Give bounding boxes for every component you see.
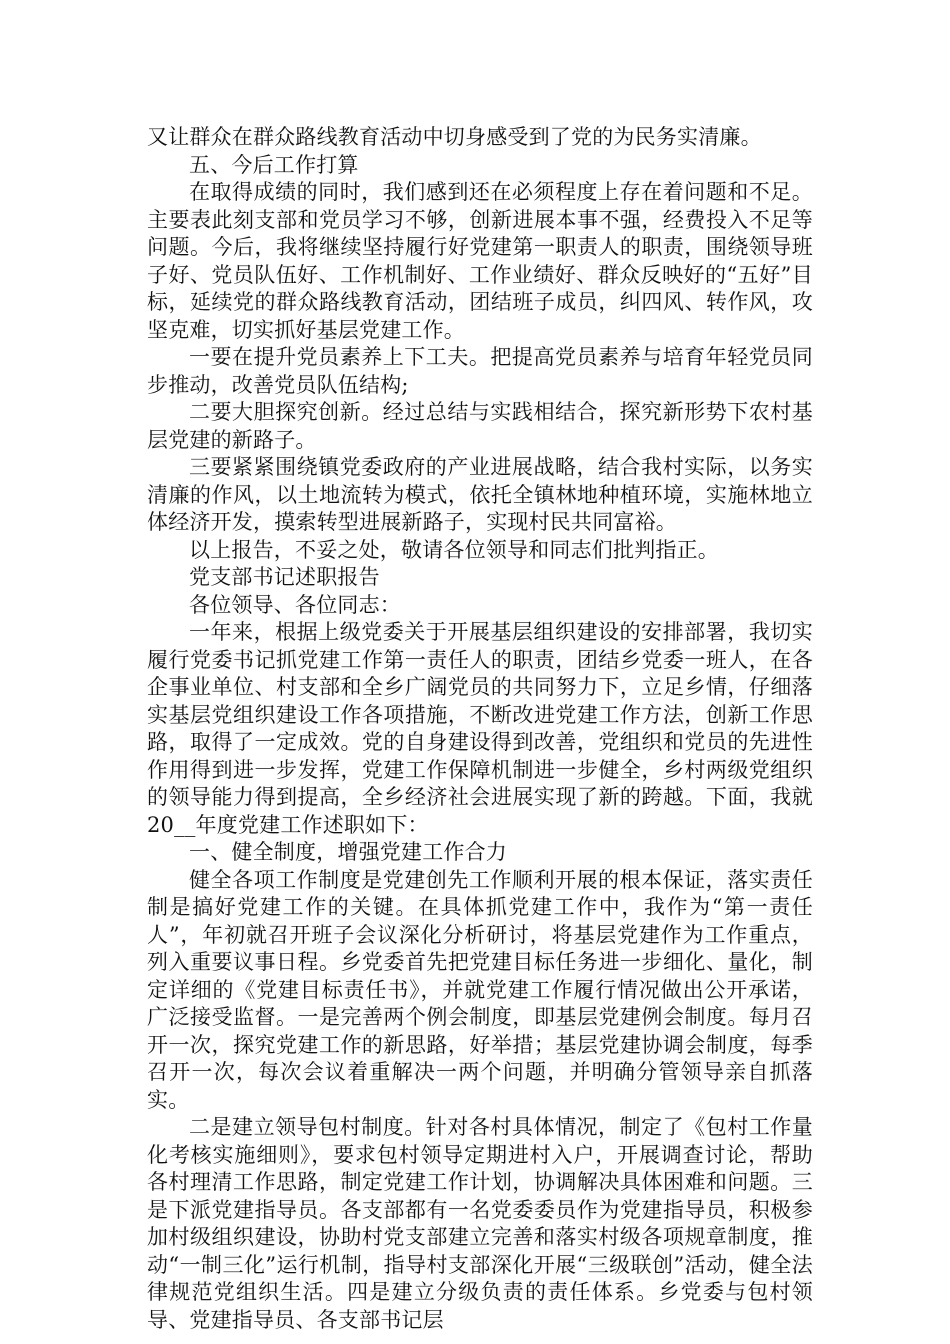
- paragraph-plan-two: 二要大胆探究创新。经过总结与实践相结合，探究新形势下农村基层党建的新路子。: [147, 400, 813, 452]
- salutation: 各位领导、各位同志：: [189, 592, 401, 617]
- paragraph-plan-three: 三要紧紧围绕镇党委政府的产业进展战略，结合我村实际，以务实清廉的作风，以土地流转为模式，依托全镇林地种植环境，实施林地立体经济开发，摸索转型进展新路子，实现村民共同富裕。: [147, 455, 813, 534]
- section-heading-future-plans: 五、今后工作打算: [189, 152, 359, 177]
- paragraph-village-leadership: 二是建立领导包村制度。针对各村具体情况，制定了《包村工作量化考核实施细则》，要求包村领导定期进村入户，开展调查讨论，帮助各村理清工作思路，制定党建工作计划，协调解决具体困难和问题。三是下派党建指导员。各支部都有一名党委委员作为党建指导员，积极参加村级组织建设，协助村党支部建立完善和落实村级各项规章制度，推动“一制三化”运行机制，指导村支部深化开展“三级联创”活动，健全法律规范党组织生活。四是建立分级负责的责任体系。乡党委与包村领导、党建指导员、各支部书记层: [147, 1115, 813, 1332]
- section-heading-system: 一、健全制度，增强党建工作合力: [189, 840, 507, 864]
- document-body: [147, 124, 813, 1334]
- paragraph-problems: 在取得成绩的同时，我们感到还在必须程度上存在着问题和不足。主要表此刻支部和党员学习不够，创新进展本事不强，经费投入不足等问题。今后，我将继续坚持履行好党建第一职责人的职责，围绕领导班子好、党员队伍好、工作机制好、工作业绩好、群众反映好的“五好”目标，延续党的群众路线教育活动，团结班子成员，纠四风、转作风，攻坚克难，切实抓好基层党建工作。: [147, 180, 813, 342]
- paragraph-system-details: 健全各项工作制度是党建创先工作顺利开展的根本保证，落实责任制是搞好党建工作的关键。在具体抓党建工作中，我作为“第一责任人”，年初就召开班子会议深化分析研讨，将基层党建作为工作重点，列入重要议事日程。乡党委首先把党建目标任务进一步细化、量化，制定详细的《党建目标责任书》，并就党建工作履行情况做出公开承诺，广泛接受监督。一是完善两个例会制度，即基层党建例会制度。每月召开一次，探究党建工作的新思路，好举措；基层党建协调会制度，每季召开一次，每次会议着重解决一两个问题，并明确分管领导亲自抓落实。: [147, 867, 813, 1112]
- paragraph-intro: 一年来，根据上级党委关于开展基层组织建设的安排部署，我切实履行党委书记抓党建工作第一责任人的职责，团结乡党委一班人，在各企事业单位、村支部和全乡广阔党员的共同努力下，立足乡情，仔细落实基层党组织建设工作各项措施，不断改进党建工作方法，创新工作思路，取得了一定成效。党的自身建设得到改善，党组织和党员的先进性作用得到进一步发挥，党建工作保障机制进一步健全，乡村两级党组织的领导能力得到提高，全乡经济社会进展实现了新的跨越。下面，我就20__年度党建工作述职如下：: [147, 620, 813, 837]
- report-title: 党支部书记述职报告: [189, 565, 380, 589]
- paragraph-closing: 以上报告，不妥之处，敬请各位领导和同志们批判指正。: [189, 537, 719, 562]
- paragraph-continuation: 又让群众在群众路线教育活动中切身感受到了党的为民务实清廉。: [147, 125, 762, 149]
- paragraph-plan-one: 一要在提升党员素养上下工夫。把提高党员素养与培育年轻党员同步推动，改善党员队伍结构;: [147, 345, 813, 397]
